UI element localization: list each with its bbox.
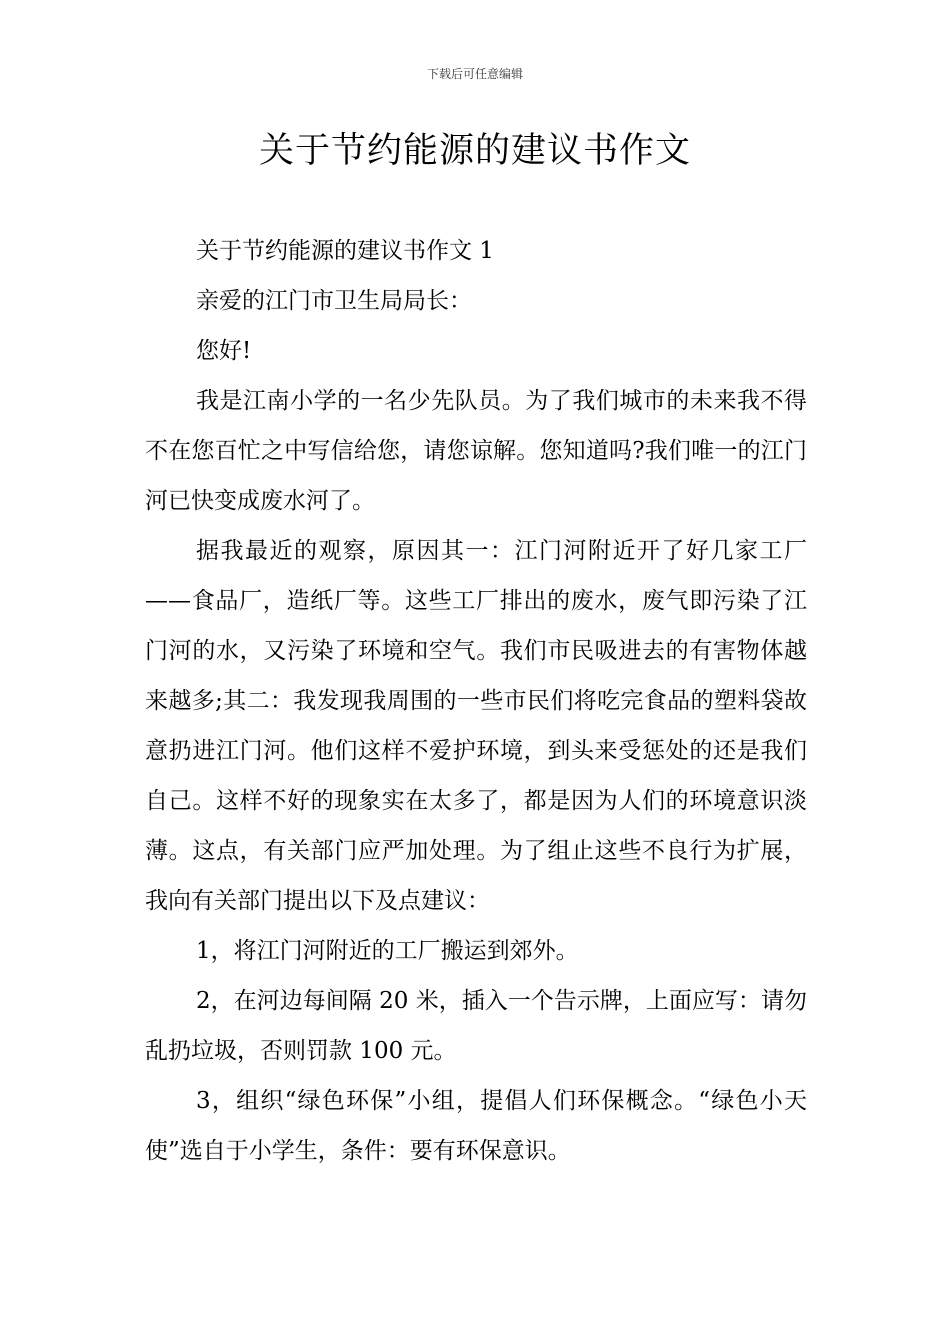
- paragraph-heading: 关于节约能源的建议书作文 1: [196, 238, 494, 264]
- paragraph-suggestion-1: 1，将江门河附近的工厂搬运到郊外。: [196, 938, 579, 964]
- paragraph-introduction: 我是江南小学的一名少先队员。为了我们城市的未来我不得不在您百忙之中写信给您，请您谅解。您知道吗?我们唯一的江门河已快变成废水河了。: [145, 388, 807, 514]
- paragraph-suggestion-2: 2，在河边每间隔 20 米，插入一个告示牌，上面应写：请勿乱扔垃圾，否则罚款 100 元。: [145, 988, 807, 1064]
- page-header-note: 下载后可任意编辑: [426, 67, 523, 81]
- document-title: 关于节约能源的建议书作文: [258, 131, 691, 171]
- document-body: [145, 226, 807, 1176]
- paragraph-observation: 据我最近的观察，原因其一：江门河附近开了好几家工厂——食品厂，造纸厂等。这些工厂排出的废水，废气即污染了江门河的水，又污染了环境和空气。我们市民吸进去的有害物体越来越多;其二：我发现我周围的一些市民们将吃完食品的塑料袋故意扔进江门河。他们这样不爱护环境，到头来受惩处的还是我们自己。这样不好的现象实在太多了，都是因为人们的环境意识淡薄。这点，有关部门应严加处理。为了组止这些不良行为扩展，我向有关部门提出以下及点建议：: [145, 538, 807, 914]
- paragraph-salutation: 亲爱的江门市卫生局局长：: [196, 288, 472, 314]
- paragraph-suggestion-3: 3，组织“绿色环保”小组，提倡人们环保概念。“绿色小天使”选自于小学生，条件：要有环保意识。: [145, 1088, 807, 1164]
- paragraph-greeting: 您好!: [196, 338, 252, 364]
